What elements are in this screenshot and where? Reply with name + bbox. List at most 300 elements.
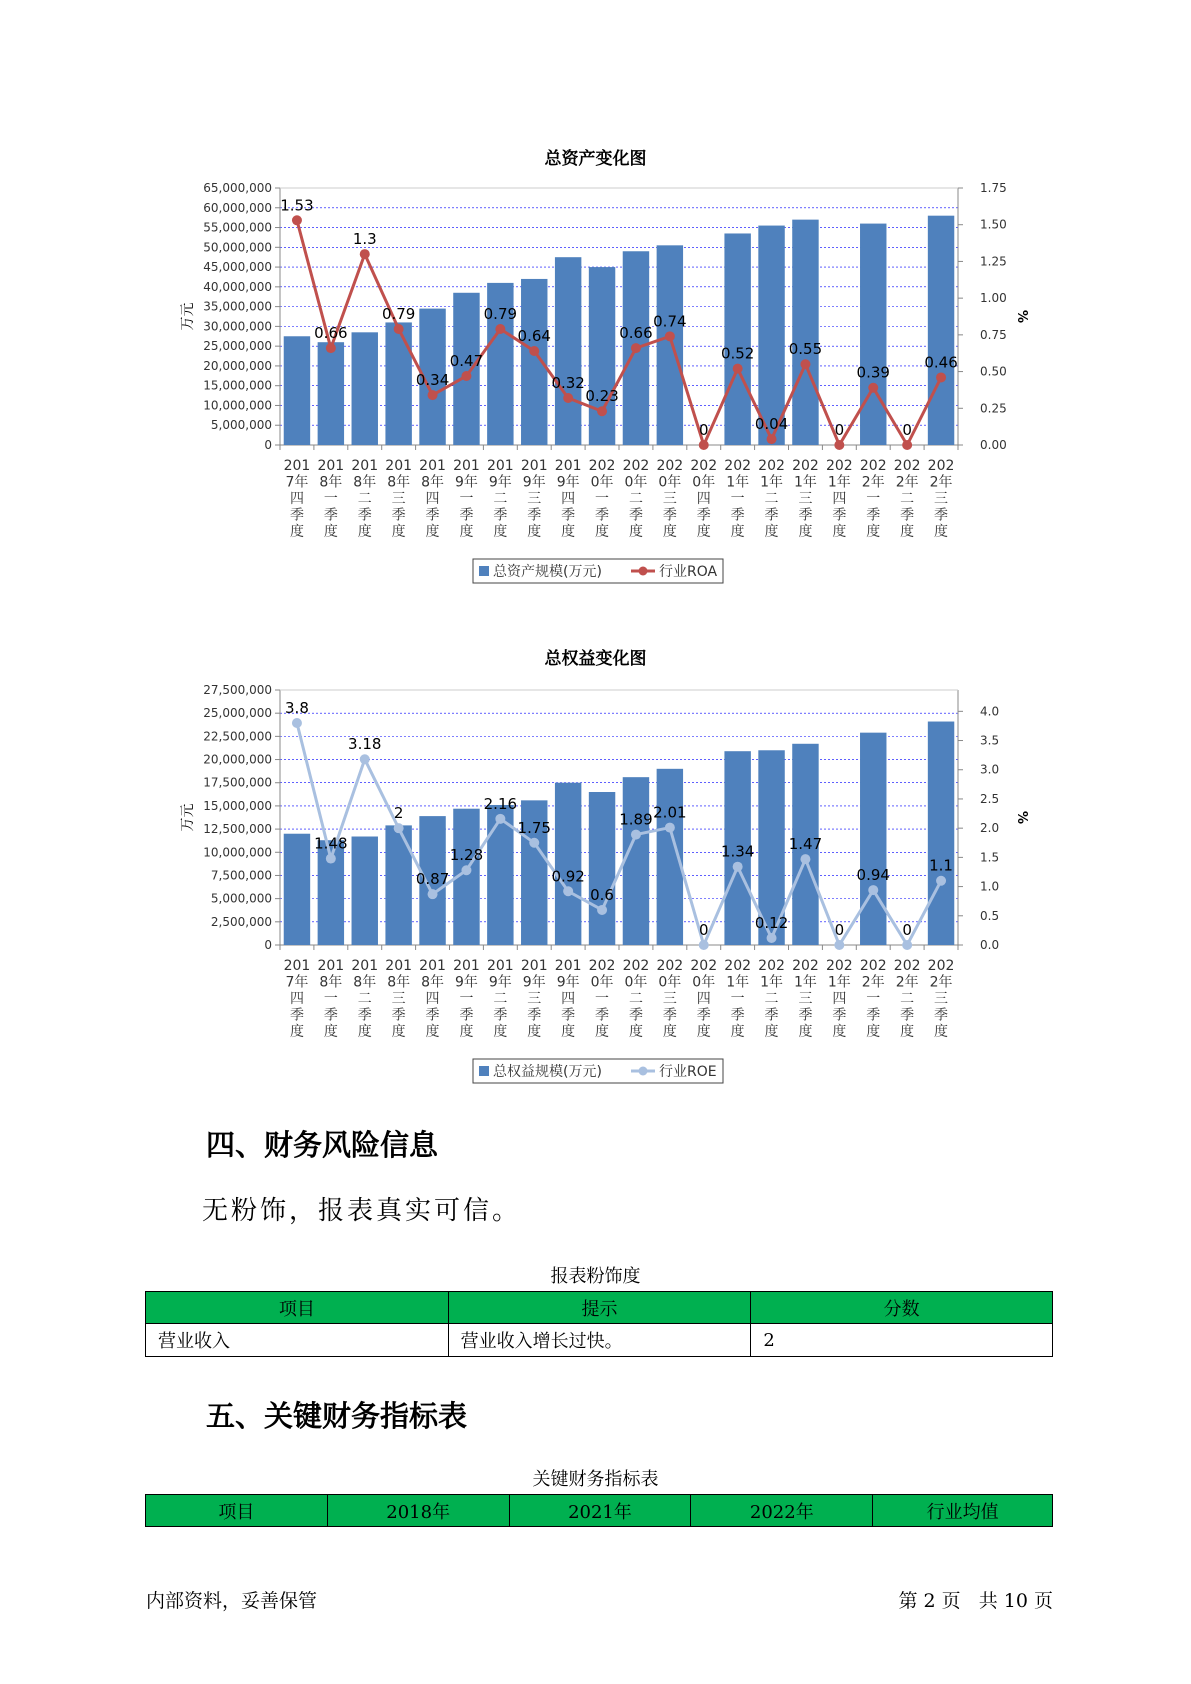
y-tick-label: 15,000,000 <box>203 378 272 393</box>
x-tick-label: 四 <box>696 991 711 1007</box>
x-tick-label: 9年 <box>522 474 546 491</box>
legend-bar-swatch <box>479 1066 489 1076</box>
x-tick-label: 度 <box>730 1024 745 1040</box>
line-point <box>597 406 607 416</box>
x-tick-label: 202 <box>893 958 921 974</box>
x-tick-label: 度 <box>628 524 643 540</box>
x-tick-label: 季 <box>662 1007 677 1024</box>
y2-tick-label: 1.25 <box>980 254 1007 269</box>
x-tick-label: 201 <box>453 958 480 974</box>
data-label: 0.64 <box>517 327 551 346</box>
x-tick-label: 0年 <box>658 974 682 991</box>
y2-tick-label: 3.5 <box>980 733 1000 748</box>
data-label: 0 <box>698 921 709 939</box>
line-point <box>868 383 878 393</box>
line-point <box>563 886 573 896</box>
y2-axis-title: % <box>1014 309 1029 324</box>
y-tick-label: 10,000,000 <box>203 398 272 413</box>
data-label: 0.74 <box>653 312 687 331</box>
x-tick-label: 度 <box>866 524 881 540</box>
x-tick-label: 8年 <box>353 974 377 991</box>
y-tick-label: 60,000,000 <box>203 200 272 215</box>
x-tick-label: 1年 <box>760 974 784 991</box>
table-header-cell: 2018年 <box>327 1495 509 1527</box>
y2-tick-label: 1.00 <box>980 291 1007 306</box>
x-tick-label: 201 <box>283 458 311 474</box>
data-label: 0.52 <box>720 344 755 363</box>
x-tick-label: 202 <box>622 458 650 474</box>
whitewash-table <box>145 1291 1053 1357</box>
line-point <box>326 343 336 353</box>
x-tick-label: 季 <box>866 1007 881 1024</box>
x-tick-label: 7年 <box>285 974 309 991</box>
x-tick-label: 季 <box>628 507 643 524</box>
data-label: 0.94 <box>856 866 890 885</box>
x-tick-label: 202 <box>825 458 853 474</box>
y-tick-label: 40,000,000 <box>203 279 272 294</box>
x-tick-label: 度 <box>798 524 813 540</box>
x-tick-label: 202 <box>825 958 853 974</box>
x-tick-label: 度 <box>527 1024 542 1040</box>
data-label: 2.01 <box>653 803 687 822</box>
x-tick-label: 一 <box>866 991 881 1007</box>
x-tick-label: 二 <box>628 991 643 1007</box>
x-tick-label: 二 <box>628 491 643 507</box>
x-tick-label: 季 <box>934 1007 949 1024</box>
x-tick-label: 201 <box>317 458 345 474</box>
table-header-row <box>146 1495 1053 1527</box>
x-tick-label: 度 <box>832 524 847 540</box>
table-cell: 2 <box>751 1324 1053 1357</box>
x-tick-label: 季 <box>662 507 677 524</box>
bar <box>352 837 378 945</box>
data-label: 0.55 <box>788 340 823 359</box>
data-label: 0.87 <box>415 870 450 889</box>
x-tick-label: 四 <box>561 991 576 1007</box>
bar <box>589 792 615 945</box>
y-axis-title: 万元 <box>180 302 196 331</box>
table-header-cell: 2022年 <box>691 1495 873 1527</box>
x-tick-label: 季 <box>391 1007 406 1024</box>
x-tick-label: 二 <box>900 491 915 507</box>
bar <box>860 733 886 945</box>
data-label: 2 <box>393 804 404 823</box>
x-tick-label: 0年 <box>658 474 682 491</box>
x-tick-label: 9年 <box>488 474 512 491</box>
line-point <box>326 854 336 864</box>
bar <box>928 722 954 945</box>
y-tick-label: 12,500,000 <box>203 822 272 837</box>
x-tick-label: 度 <box>934 524 949 540</box>
x-tick-label: 1年 <box>827 474 851 491</box>
x-tick-label: 二 <box>493 991 508 1007</box>
data-label: 0.79 <box>483 304 518 323</box>
data-label: 1.1 <box>929 856 953 875</box>
x-tick-label: 1年 <box>827 974 851 991</box>
bar <box>318 342 344 445</box>
x-tick-label: 度 <box>425 1024 440 1040</box>
x-tick-label: 季 <box>357 1007 372 1024</box>
y-tick-label: 25,000,000 <box>203 339 272 354</box>
x-tick-label: 一 <box>730 491 745 507</box>
y2-tick-label: 0.75 <box>980 327 1007 342</box>
x-tick-label: 202 <box>690 958 718 974</box>
y-tick-label: 50,000,000 <box>203 240 272 255</box>
chart1-title: 总资产变化图 <box>544 149 647 169</box>
line-point <box>428 390 438 400</box>
x-tick-label: 202 <box>724 958 752 974</box>
x-tick-label: 三 <box>391 991 406 1007</box>
line-point <box>529 838 539 848</box>
bar <box>589 267 615 445</box>
x-tick-label: 季 <box>595 1007 610 1024</box>
x-tick-label: 三 <box>798 491 813 507</box>
data-label: 0 <box>902 921 912 939</box>
x-tick-label: 度 <box>323 524 338 540</box>
y2-tick-label: 3.0 <box>980 762 1000 777</box>
x-tick-label: 四 <box>425 991 440 1007</box>
y-tick-label: 0 <box>264 938 272 952</box>
line-point <box>292 718 302 728</box>
x-tick-label: 2年 <box>861 974 885 991</box>
x-tick-label: 9年 <box>522 974 546 991</box>
x-tick-label: 度 <box>764 524 779 540</box>
bar <box>758 226 784 445</box>
line-point <box>834 940 844 950</box>
x-tick-label: 度 <box>900 524 915 540</box>
x-tick-label: 2年 <box>929 974 953 991</box>
y2-tick-label: 2.0 <box>980 821 1000 836</box>
line-point <box>461 371 471 381</box>
x-tick-label: 201 <box>520 958 548 974</box>
data-label: 3.8 <box>285 699 309 718</box>
y2-tick-label: 1.5 <box>980 850 1000 865</box>
x-tick-label: 二 <box>357 491 372 507</box>
table-header-cell: 行业均值 <box>873 1495 1053 1527</box>
y2-tick-label: 1.0 <box>980 879 1000 894</box>
x-tick-label: 季 <box>832 507 847 524</box>
line-point <box>834 440 844 450</box>
table-header-cell: 项目 <box>146 1292 449 1324</box>
y-tick-label: 30,000,000 <box>203 319 272 334</box>
data-label: 0.34 <box>415 371 450 390</box>
table2-caption: 关键财务指标表 <box>532 1469 659 1490</box>
x-tick-label: 0年 <box>692 974 716 991</box>
x-tick-label: 202 <box>859 958 887 974</box>
table-header-cell: 提示 <box>448 1292 751 1324</box>
y-tick-label: 20,000,000 <box>203 752 272 767</box>
line-point <box>800 854 810 864</box>
y-tick-label: 15,000,000 <box>203 798 272 813</box>
x-tick-label: 8年 <box>421 474 445 491</box>
data-label: 1.48 <box>314 834 348 853</box>
data-label: 0.47 <box>449 351 484 370</box>
x-tick-label: 二 <box>357 991 372 1007</box>
data-label: 2.16 <box>483 794 518 813</box>
y2-tick-label: 0.5 <box>980 908 1000 923</box>
line-point <box>292 215 302 225</box>
x-tick-label: 8年 <box>319 974 343 991</box>
bar <box>284 834 310 945</box>
x-tick-label: 一 <box>459 491 474 507</box>
x-tick-label: 度 <box>561 1024 576 1040</box>
bar <box>860 224 886 445</box>
bar <box>623 777 649 945</box>
x-tick-label: 季 <box>900 1007 915 1024</box>
x-tick-label: 季 <box>866 507 881 524</box>
footer-confidential: 内部资料，妥善保管 <box>146 1590 318 1612</box>
x-tick-label: 度 <box>595 1024 610 1040</box>
x-tick-label: 202 <box>792 458 819 474</box>
x-tick-label: 度 <box>493 1024 508 1040</box>
line-point <box>733 364 743 374</box>
y-tick-label: 65,000,000 <box>203 181 272 195</box>
data-label: 1.75 <box>517 818 551 837</box>
line-point <box>394 324 404 334</box>
x-tick-label: 202 <box>792 958 819 974</box>
data-label: 1.28 <box>449 846 484 865</box>
total-assets-chart <box>0 170 1191 590</box>
line-point <box>767 434 777 444</box>
bar <box>792 220 818 445</box>
line-point <box>428 889 438 899</box>
x-tick-label: 度 <box>628 1024 643 1040</box>
line-point <box>699 940 709 950</box>
line-point <box>902 440 912 450</box>
x-tick-label: 四 <box>561 491 576 507</box>
x-tick-label: 四 <box>425 491 440 507</box>
x-tick-label: 度 <box>425 524 440 540</box>
y-tick-label: 5,000,000 <box>210 891 272 906</box>
x-tick-label: 度 <box>662 524 677 540</box>
x-tick-label: 202 <box>588 958 616 974</box>
x-tick-label: 202 <box>656 458 684 474</box>
x-tick-label: 度 <box>459 524 474 540</box>
chart2-title: 总权益变化图 <box>544 649 647 669</box>
x-tick-label: 三 <box>798 991 813 1007</box>
x-tick-label: 季 <box>323 507 338 524</box>
x-tick-label: 一 <box>730 991 745 1007</box>
x-tick-label: 度 <box>900 1024 915 1040</box>
x-tick-label: 0年 <box>692 474 716 491</box>
y-tick-label: 22,500,000 <box>203 729 272 744</box>
x-tick-label: 季 <box>527 507 542 524</box>
y-tick-label: 17,500,000 <box>203 775 272 790</box>
x-tick-label: 度 <box>832 1024 847 1040</box>
x-tick-label: 季 <box>764 1007 779 1024</box>
data-label: 0 <box>834 421 845 439</box>
x-tick-label: 季 <box>561 1007 576 1024</box>
x-tick-label: 季 <box>595 507 610 524</box>
x-tick-label: 202 <box>758 958 785 974</box>
bar <box>284 336 310 445</box>
line-point <box>665 331 675 341</box>
x-tick-label: 202 <box>656 958 684 974</box>
x-tick-label: 季 <box>934 507 949 524</box>
data-label: 1.3 <box>352 230 377 249</box>
data-label: 0.46 <box>924 353 958 372</box>
legend-bar-label: 总权益规模(万元) <box>493 1064 602 1080</box>
data-label: 0 <box>698 421 709 439</box>
x-tick-label: 季 <box>323 1007 338 1024</box>
x-tick-label: 202 <box>927 458 955 474</box>
data-label: 0.39 <box>856 363 890 382</box>
line-point <box>495 814 505 824</box>
x-tick-label: 一 <box>595 991 610 1007</box>
x-tick-label: 二 <box>493 491 508 507</box>
x-tick-label: 季 <box>628 1007 643 1024</box>
table-row <box>146 1324 1053 1357</box>
data-label: 0.6 <box>590 885 614 904</box>
table-cell: 营业收入增长过快。 <box>448 1324 751 1357</box>
x-tick-label: 季 <box>696 1007 711 1024</box>
data-label: 0.79 <box>381 304 416 323</box>
x-tick-label: 三 <box>391 491 406 507</box>
x-tick-label: 季 <box>900 507 915 524</box>
x-tick-label: 202 <box>758 458 785 474</box>
x-tick-label: 度 <box>934 1024 949 1040</box>
legend-line-marker <box>639 1067 648 1076</box>
line-point <box>699 440 709 450</box>
x-tick-label: 度 <box>866 1024 881 1040</box>
x-tick-label: 9年 <box>556 474 580 491</box>
data-label: 0.66 <box>619 324 653 343</box>
x-tick-label: 7年 <box>285 474 309 491</box>
data-label: 1.47 <box>788 835 823 854</box>
data-label: 1.53 <box>280 196 314 215</box>
table-header-row <box>146 1292 1053 1324</box>
y-tick-label: 2,500,000 <box>210 914 272 929</box>
x-tick-label: 202 <box>622 958 650 974</box>
x-tick-label: 9年 <box>454 974 478 991</box>
x-tick-label: 四 <box>832 491 847 507</box>
x-tick-label: 201 <box>453 458 480 474</box>
data-label: 0.12 <box>754 913 789 932</box>
x-tick-label: 201 <box>554 958 582 974</box>
x-tick-label: 202 <box>724 458 752 474</box>
x-tick-label: 度 <box>561 524 576 540</box>
x-tick-label: 二 <box>764 991 779 1007</box>
line-point <box>902 940 912 950</box>
y-tick-label: 45,000,000 <box>203 260 272 275</box>
x-tick-label: 度 <box>696 524 711 540</box>
x-tick-label: 季 <box>425 1007 440 1024</box>
x-tick-label: 四 <box>832 991 847 1007</box>
x-tick-label: 201 <box>385 958 413 974</box>
line-point <box>800 359 810 369</box>
line-point <box>360 754 370 764</box>
x-tick-label: 201 <box>351 458 379 474</box>
x-tick-label: 一 <box>866 491 881 507</box>
legend-line-label: 行业ROE <box>659 1064 717 1080</box>
table-header-cell: 项目 <box>146 1495 328 1527</box>
x-tick-label: 1年 <box>726 474 750 491</box>
table-header-cell: 2021年 <box>509 1495 691 1527</box>
x-tick-label: 一 <box>323 491 338 507</box>
x-tick-label: 一 <box>459 991 474 1007</box>
y-tick-label: 55,000,000 <box>203 220 272 235</box>
data-label: 1.34 <box>720 842 755 861</box>
x-tick-label: 201 <box>486 958 514 974</box>
bar <box>555 783 581 945</box>
x-tick-label: 季 <box>459 1007 474 1024</box>
line-point <box>597 905 607 915</box>
y-tick-label: 35,000,000 <box>203 299 272 314</box>
x-tick-label: 8年 <box>353 474 377 491</box>
x-tick-label: 二 <box>764 491 779 507</box>
bar <box>555 257 581 445</box>
y2-tick-label: 1.50 <box>980 217 1007 232</box>
x-tick-label: 1年 <box>793 974 817 991</box>
bar <box>928 216 954 445</box>
x-tick-label: 8年 <box>387 474 411 491</box>
data-label: 0.92 <box>551 867 585 886</box>
x-tick-label: 一 <box>323 991 338 1007</box>
line-point <box>868 885 878 895</box>
x-tick-label: 度 <box>391 524 406 540</box>
data-label: 0 <box>834 921 845 939</box>
x-tick-label: 8年 <box>387 974 411 991</box>
x-tick-label: 季 <box>832 1007 847 1024</box>
x-tick-label: 度 <box>730 524 745 540</box>
line-point <box>563 393 573 403</box>
bar <box>657 245 683 445</box>
y2-tick-label: 0.25 <box>980 401 1007 416</box>
line-point <box>360 249 370 259</box>
x-tick-label: 三 <box>527 491 542 507</box>
x-tick-label: 202 <box>893 458 921 474</box>
y-tick-label: 27,500,000 <box>203 683 272 697</box>
x-tick-label: 201 <box>385 458 413 474</box>
x-tick-label: 2年 <box>895 974 919 991</box>
line-point <box>631 830 641 840</box>
bar <box>724 233 750 445</box>
y2-tick-label: 2.5 <box>980 791 1000 806</box>
y2-tick-label: 1.75 <box>980 181 1007 195</box>
y-tick-label: 10,000,000 <box>203 845 272 860</box>
x-tick-label: 三 <box>934 491 949 507</box>
x-tick-label: 2年 <box>929 474 953 491</box>
x-tick-label: 度 <box>798 1024 813 1040</box>
x-tick-label: 季 <box>459 507 474 524</box>
x-tick-label: 度 <box>696 1024 711 1040</box>
x-tick-label: 201 <box>486 458 514 474</box>
x-tick-label: 季 <box>798 1007 813 1024</box>
x-tick-label: 0年 <box>590 974 614 991</box>
x-tick-label: 9年 <box>556 974 580 991</box>
x-tick-label: 季 <box>289 1007 304 1024</box>
line-point <box>767 933 777 943</box>
line-point <box>529 346 539 356</box>
x-tick-label: 季 <box>561 507 576 524</box>
x-tick-label: 1年 <box>793 474 817 491</box>
x-tick-label: 一 <box>595 491 610 507</box>
x-tick-label: 201 <box>419 458 446 474</box>
x-tick-label: 度 <box>459 1024 474 1040</box>
section4-text: 无粉饰，报表真实可信。 <box>202 1196 522 1226</box>
total-equity-chart <box>0 672 1191 1092</box>
x-tick-label: 2年 <box>895 474 919 491</box>
y-tick-label: 0 <box>264 438 272 452</box>
table-header-cell: 分数 <box>751 1292 1053 1324</box>
legend-line-label: 行业ROA <box>659 564 718 580</box>
x-tick-label: 季 <box>357 507 372 524</box>
x-tick-label: 1年 <box>726 974 750 991</box>
data-label: 0.04 <box>754 415 789 434</box>
x-tick-label: 0年 <box>590 474 614 491</box>
section4-heading: 四、财务风险信息 <box>206 1128 439 1162</box>
line-point <box>733 862 743 872</box>
